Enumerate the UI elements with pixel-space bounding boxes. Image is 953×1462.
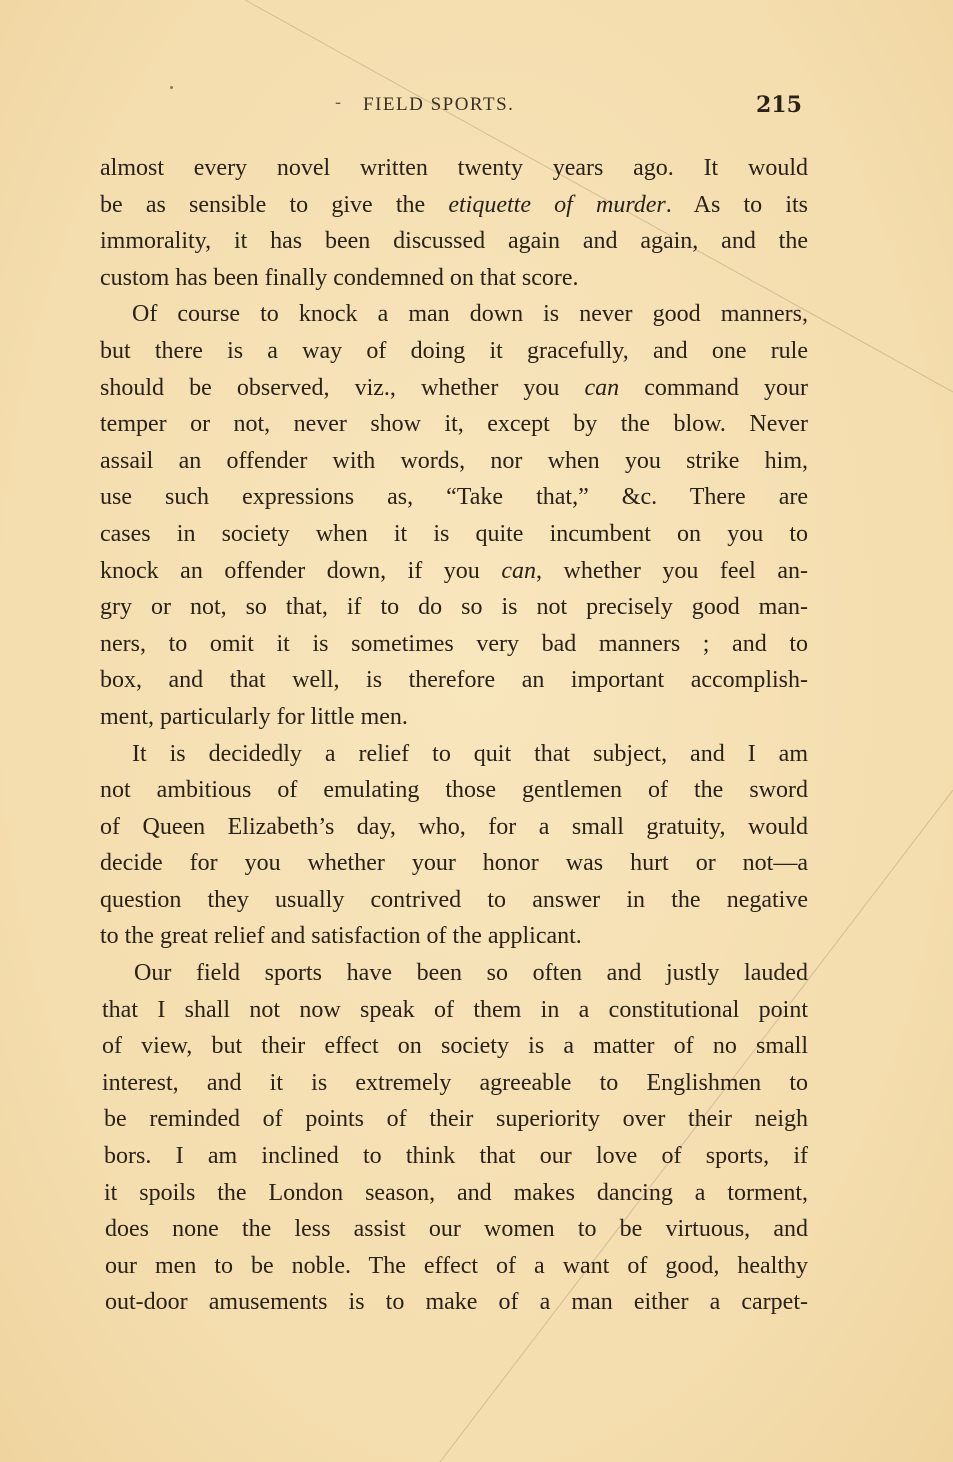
text-line: use such expressions as, “Take that,” &c. There are	[100, 484, 808, 511]
paper-speck	[170, 86, 173, 89]
text-line: ment, particularly for little men.	[100, 703, 408, 730]
text-line: cases in society when it is quite incumbent on you to	[100, 520, 808, 547]
text-line: temper or not, never show it, except by the blow. Never	[100, 411, 808, 438]
text-line: it spoils the London season, and makes dancing a torment,	[104, 1179, 808, 1206]
text-line: It is decidedly a relief to quit that subject, and I am	[132, 740, 808, 767]
text-line: but there is a way of doing it gracefully, and one rule	[100, 337, 808, 364]
text-line: question they usually contrived to answer in the negative	[100, 886, 808, 913]
paragraph-3	[100, 736, 808, 956]
text-line: gry or not, so that, if to do so is not precisely good man-	[100, 594, 808, 621]
page-number: 215	[756, 92, 802, 118]
paragraph-1	[100, 150, 808, 296]
text-line: does none the less assist our women to be virtuous, and	[105, 1216, 808, 1243]
text-line: almost every novel written twenty years ago. It would	[100, 155, 808, 181]
running-head-dash: -	[335, 92, 342, 113]
text-line: immorality, it has been discussed again and again, and the	[100, 228, 808, 255]
text-line: custom has been finally condemned on that score.	[100, 264, 579, 291]
text-line: that I shall not now speak of them in a constitutional point	[102, 996, 808, 1023]
text-line: knock an offender down, if you can, whether you feel an-	[100, 557, 808, 584]
text-line: our men to be noble. The effect of a want of good, healthy	[105, 1252, 808, 1279]
paragraph-2	[100, 296, 808, 735]
running-head	[0, 92, 953, 122]
text-line: decide for you whether your honor was hurt or not—a	[100, 850, 808, 877]
text-line: to the great relief and satisfaction of the applicant.	[100, 923, 582, 950]
emphasis-text: can	[501, 557, 536, 584]
text-line: out-door amusements is to make of a man either a carpet-	[105, 1289, 808, 1316]
text-line: should be observed, viz., whether you can command your	[100, 374, 808, 401]
text-line: not ambitious of emulating those gentlemen of the sword	[100, 777, 808, 804]
emphasis-text: can	[584, 374, 620, 401]
text-line: of Queen Elizabeth’s day, who, for a small gratuity, would	[100, 813, 808, 840]
emphasis-text: etiquette of murder	[448, 191, 666, 218]
body-text	[100, 150, 808, 1321]
running-head-title: FIELD SPORTS.	[363, 94, 515, 115]
text-line: be as sensible to give the etiquette of murder. As to its	[100, 191, 808, 218]
text-line: of view, but their effect on society is a matter of no small	[102, 1033, 808, 1060]
paragraph-4	[100, 955, 808, 1321]
text-line: assail an offender with words, nor when you strike him,	[100, 447, 808, 474]
text-line: Of course to knock a man down is never good manners,	[132, 301, 808, 328]
text-line: box, and that well, is therefore an important accomplish-	[100, 667, 808, 694]
text-line: ners, to omit it is sometimes very bad manners ; and to	[100, 630, 808, 657]
text-line: interest, and it is extremely agreeable to Englishmen to	[102, 1069, 808, 1096]
text-line: be reminded of points of their superiority over their neigh	[104, 1106, 808, 1133]
text-line: Our field sports have been so often and justly lauded	[134, 960, 808, 987]
text-line: bors. I am inclined to think that our love of sports, if	[104, 1143, 808, 1170]
